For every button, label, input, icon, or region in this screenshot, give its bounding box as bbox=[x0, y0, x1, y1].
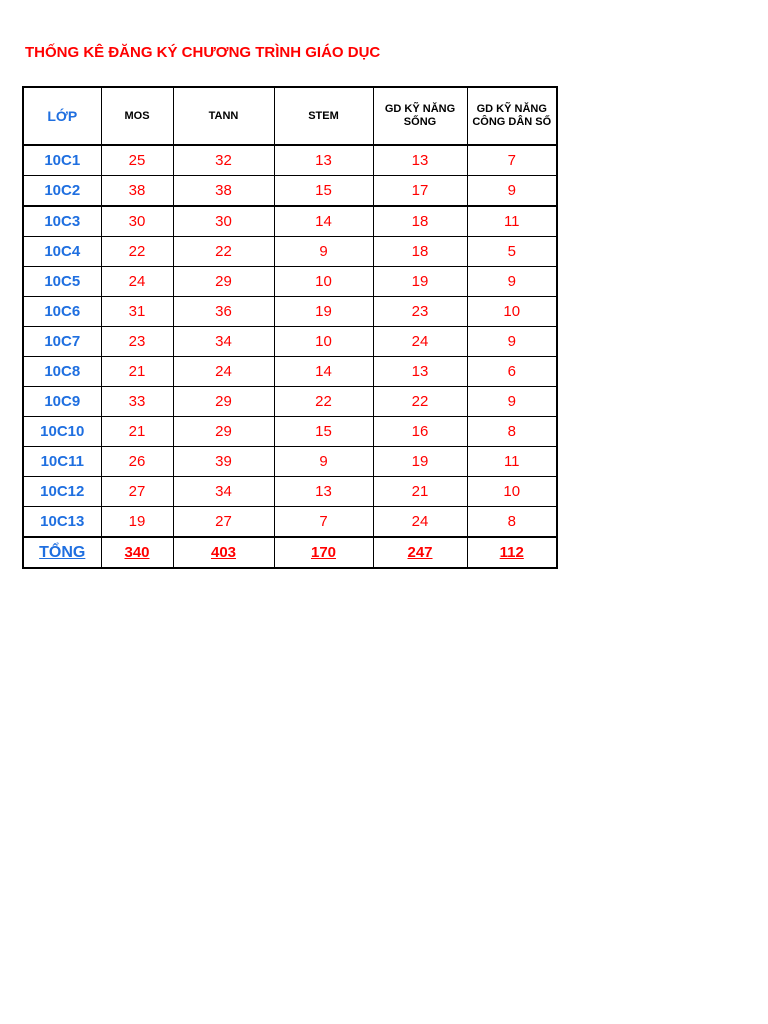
cell-stem: 15 bbox=[274, 417, 373, 447]
cell-tann: 36 bbox=[173, 297, 274, 327]
cell-life-skills: 18 bbox=[373, 206, 467, 237]
cell-stem: 9 bbox=[274, 237, 373, 267]
table-row bbox=[23, 206, 557, 237]
table-row bbox=[23, 145, 557, 176]
table-row bbox=[23, 417, 557, 447]
cell-mos: 30 bbox=[101, 206, 173, 237]
table-row bbox=[23, 327, 557, 357]
table-row bbox=[23, 237, 557, 267]
cell-digital-citizen: 6 bbox=[467, 357, 557, 387]
cell-life-skills: 17 bbox=[373, 176, 467, 207]
page-title: THỐNG KÊ ĐĂNG KÝ CHƯƠNG TRÌNH GIÁO DỤC bbox=[25, 44, 381, 61]
cell-digital-citizen: 9 bbox=[467, 176, 557, 207]
cell-mos: 38 bbox=[101, 176, 173, 207]
cell-mos: 24 bbox=[101, 267, 173, 297]
cell-tann: 22 bbox=[173, 237, 274, 267]
cell-life-skills: 23 bbox=[373, 297, 467, 327]
cell-mos: 19 bbox=[101, 507, 173, 538]
registration-table bbox=[22, 86, 558, 569]
cell-mos: 31 bbox=[101, 297, 173, 327]
cell-stem: 22 bbox=[274, 387, 373, 417]
table-row bbox=[23, 357, 557, 387]
cell-life-skills: 21 bbox=[373, 477, 467, 507]
cell-digital-citizen: 8 bbox=[467, 507, 557, 538]
cell-class: 10C8 bbox=[23, 357, 101, 387]
total-digital-citizen: 112 bbox=[467, 537, 557, 568]
total-tann: 403 bbox=[173, 537, 274, 568]
cell-digital-citizen: 9 bbox=[467, 387, 557, 417]
cell-life-skills: 19 bbox=[373, 447, 467, 477]
cell-tann: 29 bbox=[173, 387, 274, 417]
cell-class: 10C10 bbox=[23, 417, 101, 447]
cell-life-skills: 18 bbox=[373, 237, 467, 267]
cell-stem: 10 bbox=[274, 267, 373, 297]
cell-life-skills: 16 bbox=[373, 417, 467, 447]
cell-digital-citizen: 5 bbox=[467, 237, 557, 267]
cell-digital-citizen: 8 bbox=[467, 417, 557, 447]
cell-tann: 24 bbox=[173, 357, 274, 387]
cell-stem: 9 bbox=[274, 447, 373, 477]
cell-mos: 21 bbox=[101, 417, 173, 447]
total-stem: 170 bbox=[274, 537, 373, 568]
cell-tann: 34 bbox=[173, 327, 274, 357]
cell-life-skills: 24 bbox=[373, 327, 467, 357]
cell-digital-citizen: 7 bbox=[467, 145, 557, 176]
cell-life-skills: 19 bbox=[373, 267, 467, 297]
cell-life-skills: 22 bbox=[373, 387, 467, 417]
cell-life-skills: 24 bbox=[373, 507, 467, 538]
cell-stem: 13 bbox=[274, 145, 373, 176]
header-stem: STEM bbox=[274, 87, 373, 145]
cell-class: 10C3 bbox=[23, 206, 101, 237]
cell-stem: 14 bbox=[274, 206, 373, 237]
cell-stem: 13 bbox=[274, 477, 373, 507]
cell-tann: 27 bbox=[173, 507, 274, 538]
cell-digital-citizen: 11 bbox=[467, 206, 557, 237]
cell-life-skills: 13 bbox=[373, 145, 467, 176]
table-row bbox=[23, 447, 557, 477]
cell-mos: 22 bbox=[101, 237, 173, 267]
header-row bbox=[23, 87, 557, 145]
cell-stem: 15 bbox=[274, 176, 373, 207]
cell-mos: 23 bbox=[101, 327, 173, 357]
cell-tann: 34 bbox=[173, 477, 274, 507]
header-life-skills: GD KỸ NĂNG SỐNG bbox=[373, 87, 467, 145]
header-tann: TANN bbox=[173, 87, 274, 145]
cell-stem: 19 bbox=[274, 297, 373, 327]
table-row bbox=[23, 267, 557, 297]
total-life-skills: 247 bbox=[373, 537, 467, 568]
table-row bbox=[23, 507, 557, 538]
table-row bbox=[23, 176, 557, 207]
cell-digital-citizen: 9 bbox=[467, 327, 557, 357]
cell-class: 10C7 bbox=[23, 327, 101, 357]
cell-digital-citizen: 10 bbox=[467, 297, 557, 327]
cell-tann: 32 bbox=[173, 145, 274, 176]
cell-life-skills: 13 bbox=[373, 357, 467, 387]
table-row bbox=[23, 477, 557, 507]
cell-tann: 29 bbox=[173, 417, 274, 447]
cell-class: 10C1 bbox=[23, 145, 101, 176]
cell-class: 10C13 bbox=[23, 507, 101, 538]
cell-stem: 10 bbox=[274, 327, 373, 357]
cell-tann: 30 bbox=[173, 206, 274, 237]
cell-tann: 38 bbox=[173, 176, 274, 207]
total-mos: 340 bbox=[101, 537, 173, 568]
total-label: TỔNG bbox=[23, 537, 101, 568]
cell-class: 10C6 bbox=[23, 297, 101, 327]
cell-class: 10C9 bbox=[23, 387, 101, 417]
header-mos: MOS bbox=[101, 87, 173, 145]
cell-class: 10C4 bbox=[23, 237, 101, 267]
total-row bbox=[23, 537, 557, 568]
cell-class: 10C5 bbox=[23, 267, 101, 297]
cell-mos: 25 bbox=[101, 145, 173, 176]
cell-stem: 7 bbox=[274, 507, 373, 538]
table-row bbox=[23, 297, 557, 327]
cell-tann: 29 bbox=[173, 267, 274, 297]
cell-class: 10C12 bbox=[23, 477, 101, 507]
cell-mos: 27 bbox=[101, 477, 173, 507]
cell-tann: 39 bbox=[173, 447, 274, 477]
table-body bbox=[23, 145, 557, 537]
header-class: LỚP bbox=[23, 87, 101, 145]
cell-digital-citizen: 9 bbox=[467, 267, 557, 297]
cell-class: 10C2 bbox=[23, 176, 101, 207]
cell-mos: 26 bbox=[101, 447, 173, 477]
cell-stem: 14 bbox=[274, 357, 373, 387]
header-digital-citizen: GD KỸ NĂNG CÔNG DÂN SỐ bbox=[467, 87, 557, 145]
cell-digital-citizen: 11 bbox=[467, 447, 557, 477]
cell-mos: 33 bbox=[101, 387, 173, 417]
cell-digital-citizen: 10 bbox=[467, 477, 557, 507]
cell-mos: 21 bbox=[101, 357, 173, 387]
table-row bbox=[23, 387, 557, 417]
cell-class: 10C11 bbox=[23, 447, 101, 477]
